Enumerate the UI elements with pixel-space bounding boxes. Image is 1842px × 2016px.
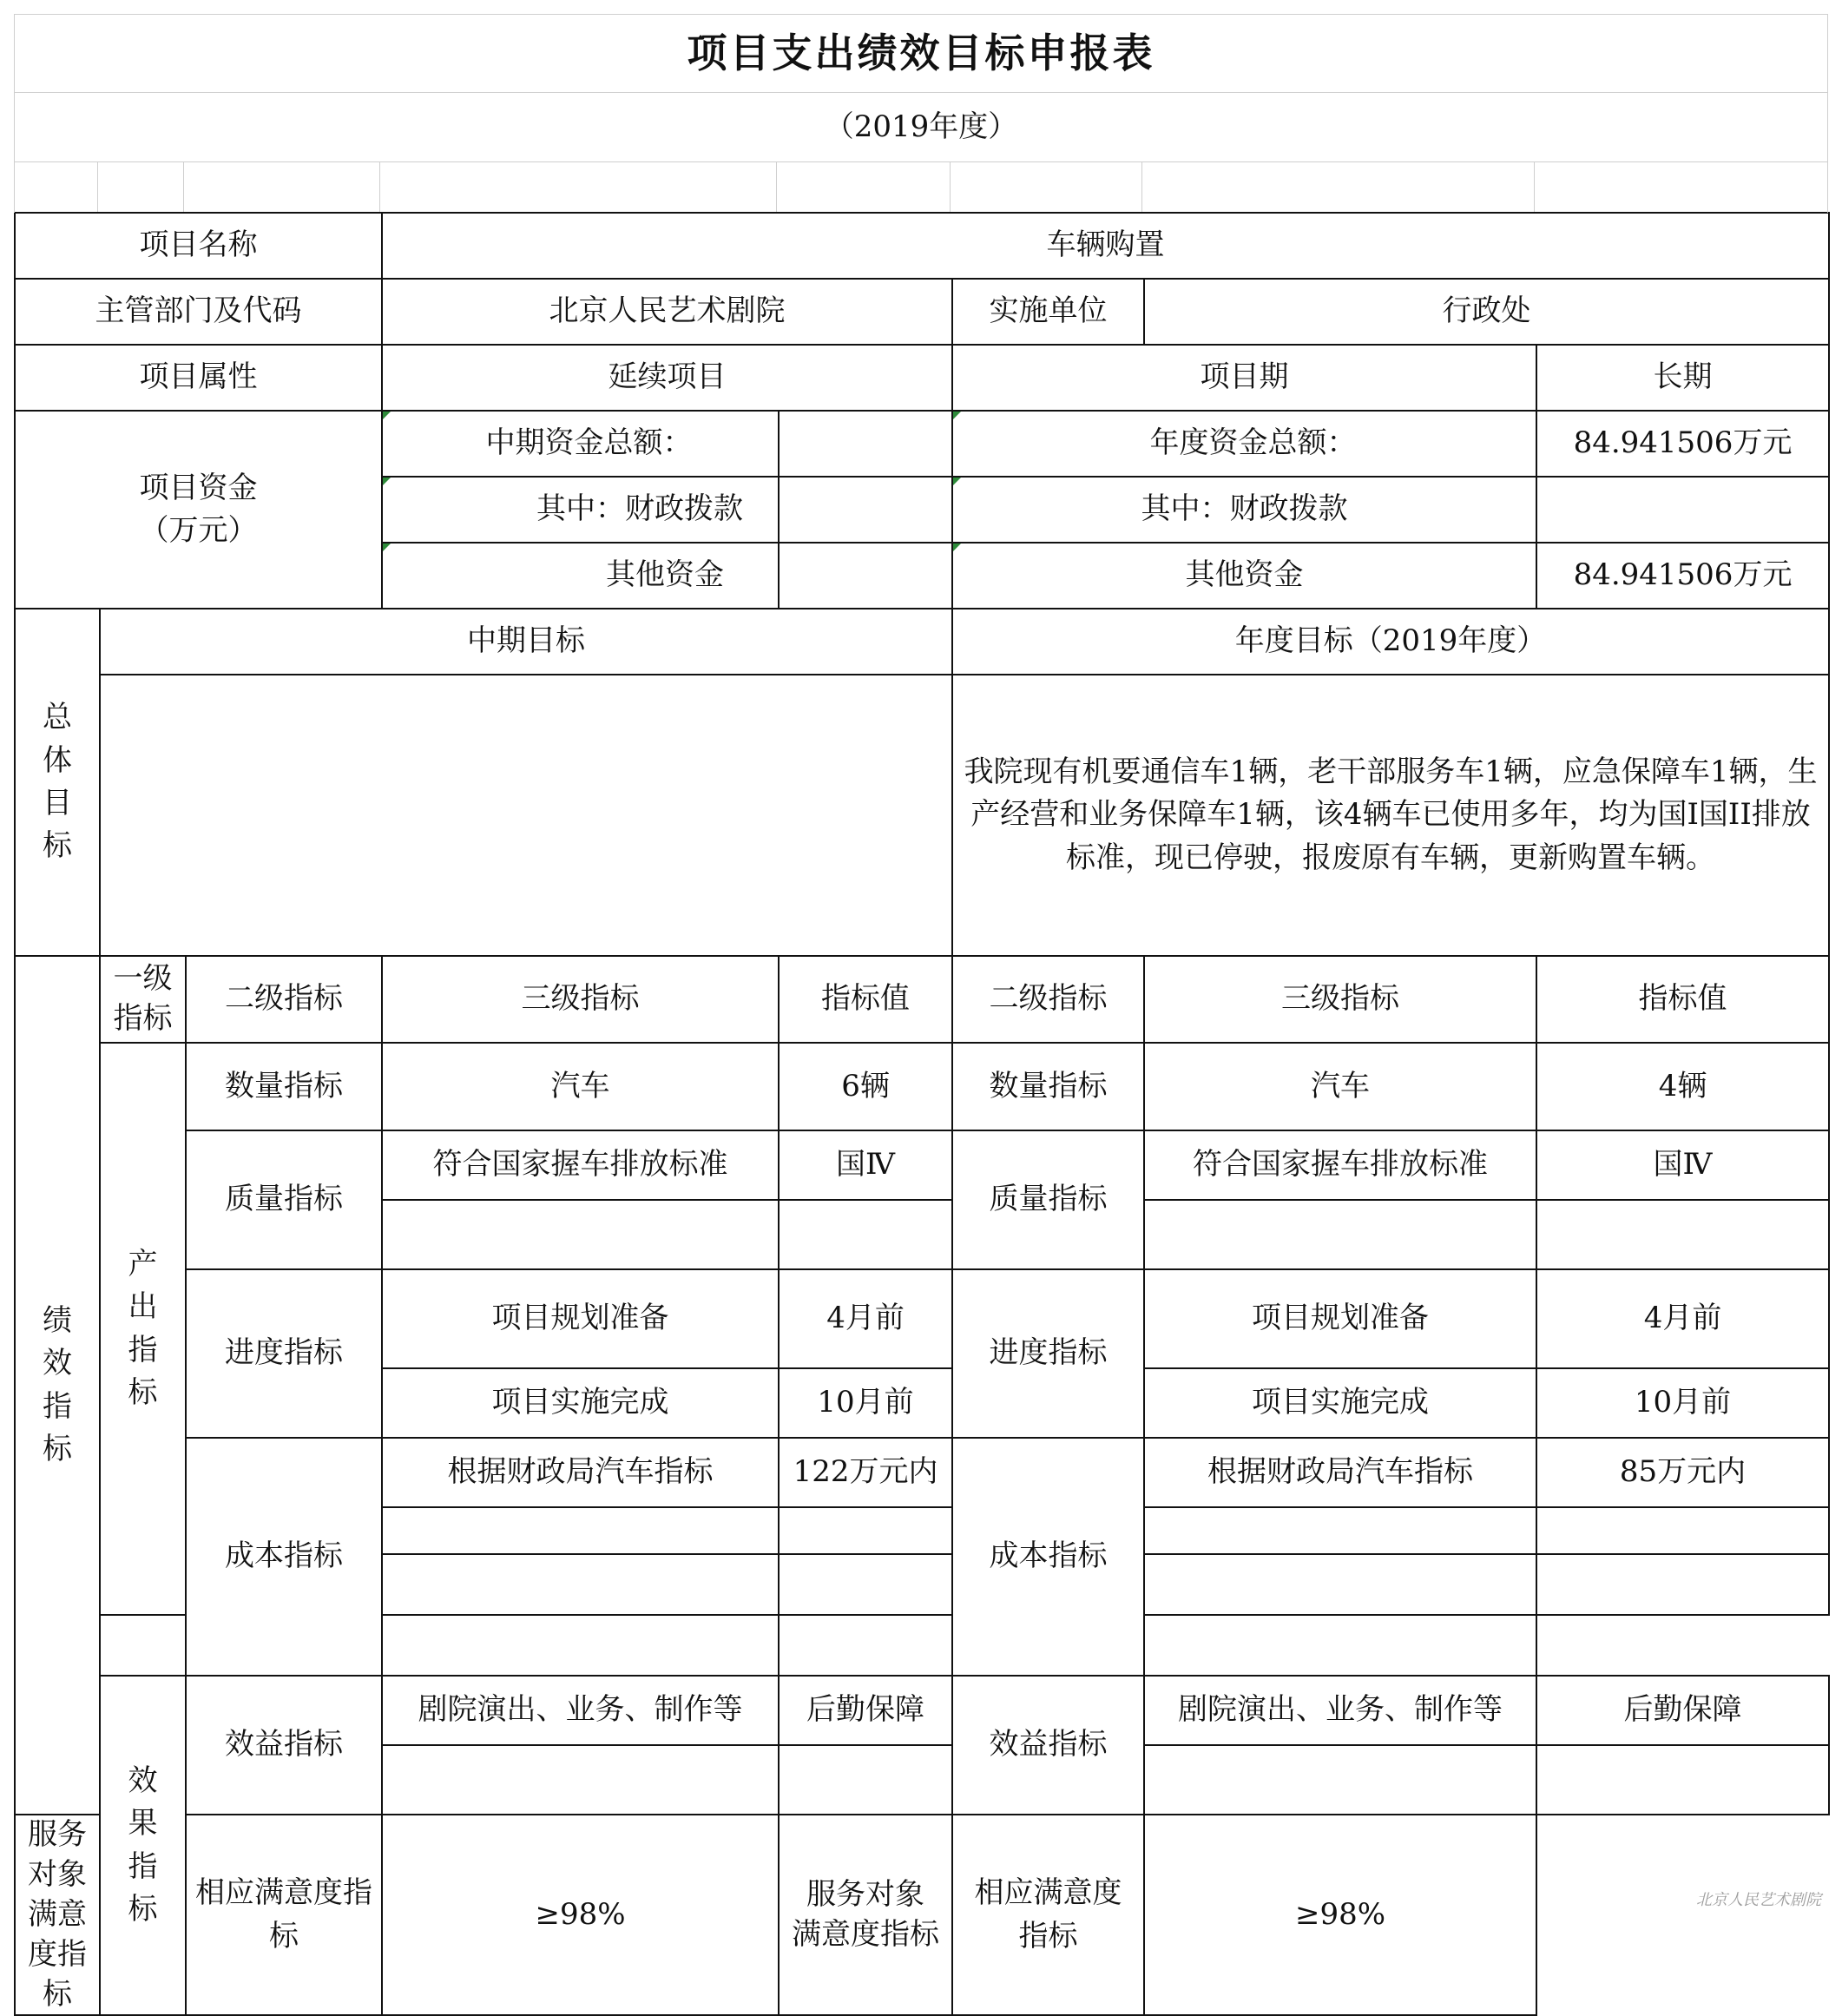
mid-goal-header: 中期目标 (100, 609, 952, 675)
page-title: 项目支出绩效目标申报表 (687, 30, 1155, 76)
year-fiscal-value (1536, 477, 1829, 543)
mid-progress-value-1: 4月前 (779, 1269, 952, 1368)
period-label: 项目期 (952, 345, 1536, 411)
funds-label-line1: 项目资金 (139, 470, 258, 505)
funds-label-line2: （万元） (139, 513, 258, 548)
year-col-value-header: 指标值 (1536, 956, 1829, 1043)
mid-fiscal-value (779, 477, 952, 543)
dept-label: 主管部门及代码 (15, 279, 382, 345)
mid-cost-item: 根据财政局汽车指标 (382, 1438, 779, 1507)
mid-progress-value-2: 10月前 (779, 1368, 952, 1438)
year-benefit-label: 效益指标 (952, 1676, 1144, 1815)
row-department (15, 279, 1829, 345)
year-benefit-item: 剧院演出、业务、制作等 (1144, 1676, 1536, 1745)
indicators-label: 绩 效 指 标 (15, 956, 100, 1815)
report-sheet (14, 14, 1828, 2016)
goals-label: 总 体 目 标 (15, 609, 100, 956)
year-quality-label: 质量指标 (952, 1130, 1144, 1269)
mid-cost-value: 122万元内 (779, 1438, 952, 1507)
year-quantity-label: 数量指标 (952, 1043, 1144, 1130)
year-quantity-value: 4辆 (1536, 1043, 1829, 1130)
row-project-name (15, 213, 1829, 279)
year-other-label: 其他资金 (952, 543, 1536, 609)
mid-progress-item-2: 项目实施完成 (382, 1368, 779, 1438)
funds-label (15, 411, 382, 609)
row-goals-header (15, 609, 1829, 675)
mid-progress-item-1: 项目规划准备 (382, 1269, 779, 1368)
year-quality-value: 国Ⅳ (1536, 1130, 1829, 1200)
year-cost-item: 根据财政局汽车指标 (1144, 1438, 1536, 1507)
year-satisfaction-value: ≥98% (1144, 1815, 1536, 2015)
mid-quality-label: 质量指标 (186, 1130, 382, 1269)
year-fiscal-label: 其中：财政拨款 (952, 477, 1536, 543)
year-goal-text: 我院现有机要通信车1辆，老干部服务车1辆，应急保障车1辆，生产经营和业务保障车1辆，该4辆车已使用多年，均为国I国II排放标准，现已停驶，报废原有车辆，更新购置车辆。 (952, 675, 1829, 956)
row-indicator-header (15, 956, 1829, 1043)
mid-quality-item: 符合国家握车排放标准 (382, 1130, 779, 1200)
mid-progress-label: 进度指标 (186, 1269, 382, 1438)
year-progress-item-1: 项目规划准备 (1144, 1269, 1536, 1368)
mid-total-label: 中期资金总额： (382, 411, 779, 477)
year-col-level2-header: 二级指标 (952, 956, 1144, 1043)
year-cost-value: 85万元内 (1536, 1438, 1829, 1507)
mid-other-label: 其他资金 (382, 543, 779, 609)
project-name-value: 车辆购置 (382, 213, 1829, 279)
mid-cost-label: 成本指标 (186, 1438, 382, 1676)
dept-value: 北京人民艺术剧院 (382, 279, 952, 345)
row-attribute (15, 345, 1829, 411)
impl-unit-value: 行政处 (1144, 279, 1829, 345)
project-name-label: 项目名称 (15, 213, 382, 279)
row-satisfaction (15, 1815, 1829, 2015)
year-goal-header: 年度目标（2019年度） (952, 609, 1829, 675)
report-year: （2019年度） (824, 109, 1018, 144)
attr-label: 项目属性 (15, 345, 382, 411)
row-progress-1 (15, 1269, 1829, 1368)
row-quality-1 (15, 1130, 1829, 1200)
mid-satisfaction-label: 服务对象 满意度指标 (15, 1815, 100, 2015)
year-total-label: 年度资金总额： (952, 411, 1536, 477)
year-progress-label: 进度指标 (952, 1269, 1144, 1438)
attr-value: 延续项目 (382, 345, 952, 411)
mid-quality-item-empty (382, 1200, 779, 1269)
report-table (14, 212, 1830, 2016)
year-satisfaction-label: 服务对象 满意度指标 (779, 1815, 952, 2015)
mid-satisfaction-item: 相应满意度指标 (186, 1815, 382, 2015)
year-quantity-item: 汽车 (1144, 1043, 1536, 1130)
period-value: 长期 (1536, 345, 1829, 411)
mid-benefit-label: 效益指标 (186, 1676, 382, 1815)
mid-col-level3-header: 三级指标 (382, 956, 779, 1043)
mid-goal-text (100, 675, 952, 956)
mid-fiscal-label: 其中：财政拨款 (382, 477, 779, 543)
impl-unit-label: 实施单位 (952, 279, 1144, 345)
mid-total-value (779, 411, 952, 477)
mid-benefit-item: 剧院演出、业务、制作等 (382, 1676, 779, 1745)
row-cost-1 (15, 1438, 1829, 1507)
watermark: 北京人民艺术剧院 (1696, 1891, 1821, 1909)
year-benefit-value: 后勤保障 (1536, 1676, 1829, 1745)
mid-quantity-value: 6辆 (779, 1043, 952, 1130)
effect-indicator-label: 效 果 指 标 (100, 1676, 186, 2015)
year-other-value: 84.941506万元 (1536, 543, 1829, 609)
row-funds-total (15, 411, 1829, 477)
mid-quality-value: 国Ⅳ (779, 1130, 952, 1200)
year-total-value: 84.941506万元 (1536, 411, 1829, 477)
year-cost-label: 成本指标 (952, 1438, 1144, 1676)
year-quality-item-empty (1144, 1200, 1536, 1269)
year-progress-value-2: 10月前 (1536, 1368, 1829, 1438)
mid-col-level2-header: 二级指标 (186, 956, 382, 1043)
year-col-level3-header: 三级指标 (1144, 956, 1536, 1043)
row-goals-content (15, 675, 1829, 956)
year-progress-value-1: 4月前 (1536, 1269, 1829, 1368)
mid-other-value (779, 543, 952, 609)
year-satisfaction-item: 相应满意度指标 (952, 1815, 1144, 2015)
mid-quantity-item: 汽车 (382, 1043, 779, 1130)
sheet-header (14, 14, 1828, 212)
mid-satisfaction-value: ≥98% (382, 1815, 779, 2015)
mid-benefit-value: 后勤保障 (779, 1676, 952, 1745)
year-quality-item: 符合国家握车排放标准 (1144, 1130, 1536, 1200)
mid-quality-value-empty (779, 1200, 952, 1269)
col-level1-header: 一级 指标 (100, 956, 186, 1043)
year-progress-item-2: 项目实施完成 (1144, 1368, 1536, 1438)
year-quality-value-empty (1536, 1200, 1829, 1269)
row-quantity (15, 1043, 1829, 1130)
mid-quantity-label: 数量指标 (186, 1043, 382, 1130)
output-indicator-label: 产 出 指 标 (100, 1043, 186, 1615)
row-benefit-1 (15, 1676, 1829, 1745)
mid-col-value-header: 指标值 (779, 956, 952, 1043)
